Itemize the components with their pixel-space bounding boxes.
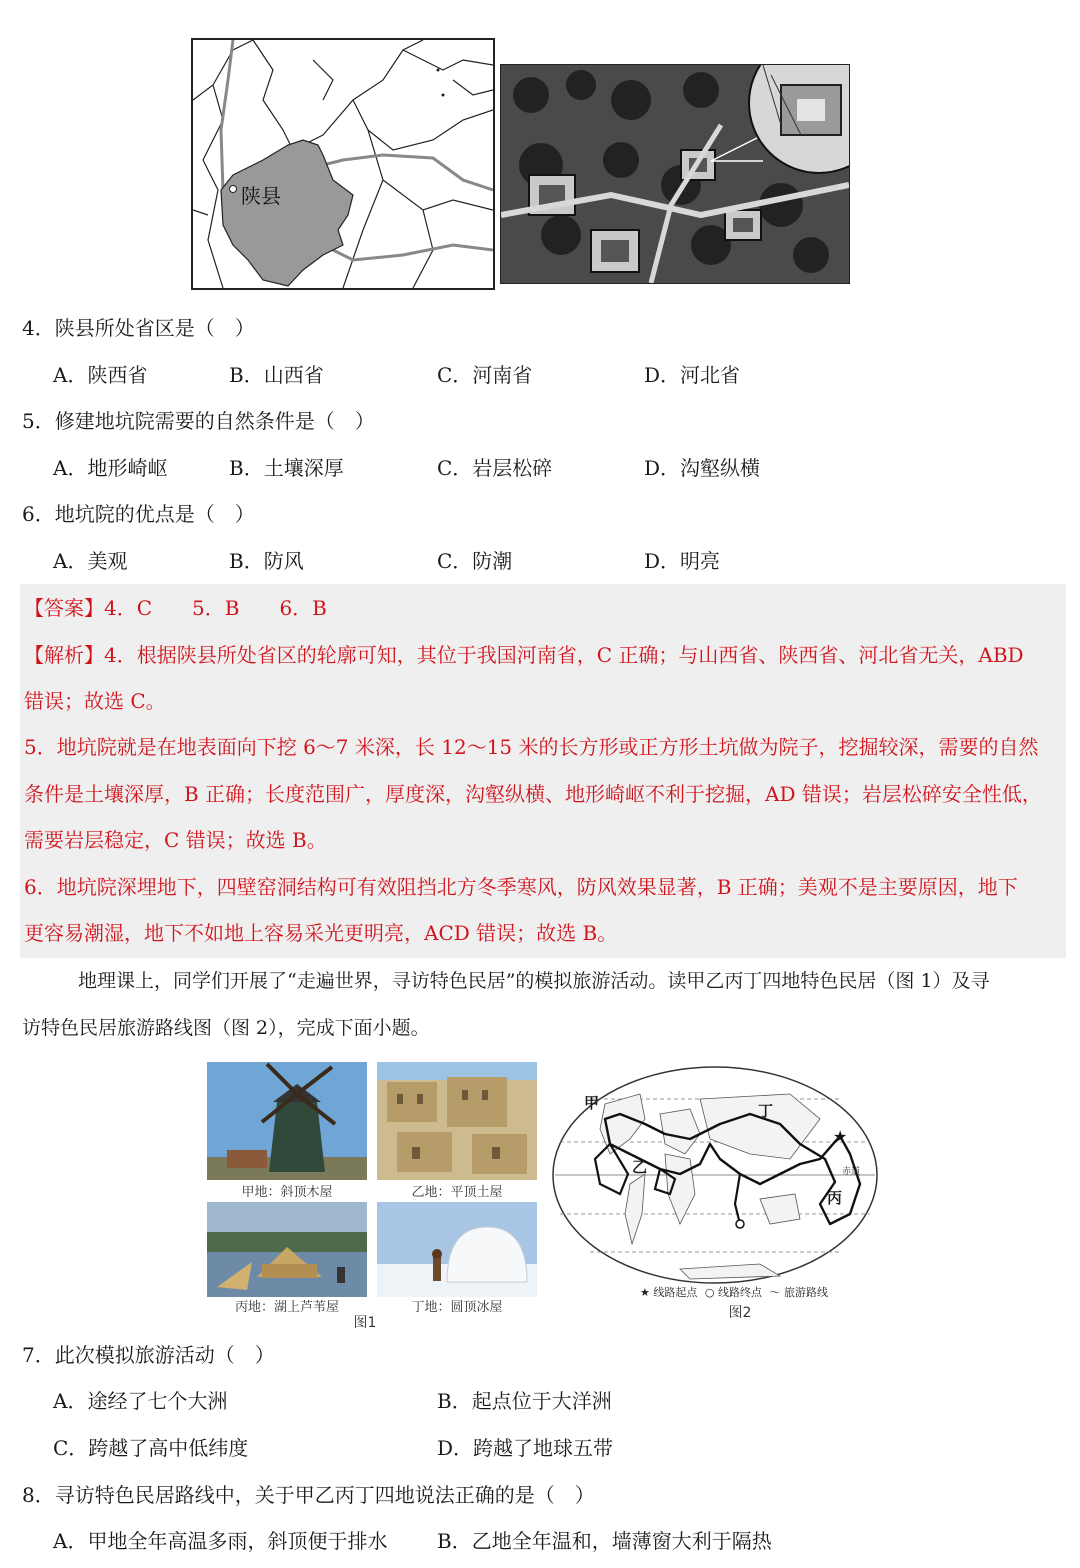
q8-option-a: A．甲地全年高温多雨，斜顶便于排水 [53,1529,388,1553]
q4-option-a: A．陕西省 [53,363,148,387]
caption-ding: 丁地：圆顶冰屋 [411,1300,503,1315]
photo-yi [377,1062,537,1180]
intro-line-2: 访特色民居旅游路线图（图 2），完成下面小题。 [22,1017,430,1039]
province-map-graphic [193,40,493,288]
label-bing: 丙 [827,1189,843,1207]
q7-option-c: C．跨越了高中低纬度 [53,1436,249,1460]
q4-option-b: B．山西省 [229,363,324,387]
legend-end: 线路终点 [717,1286,762,1299]
question-7-stem: 7．此次模拟旅游活动（ ） [22,1343,275,1367]
caption-yi: 乙地：平顶土屋 [411,1185,503,1200]
label-ding: 丁 [758,1102,774,1120]
figure-1-title: 图1 [353,1315,377,1331]
q7-option-a: A．途经了七个大洲 [53,1389,228,1413]
province-map [191,38,495,290]
shanxian-label: 陕县 [241,184,281,208]
question-8-stem: 8．寻访特色民居路线中，关于甲乙丙丁四地说法正确的是（ ） [22,1483,595,1507]
q5-option-a: A．地形崎岖 [53,456,168,480]
legend-route: 旅游路线 [783,1286,828,1299]
photo-bing [207,1202,367,1297]
caption-bing: 丙地：湖上芦苇屋 [234,1300,339,1315]
explanation-line-4: 条件是土壤深厚，B 正确；长度范围广，厚度深，沟壑纵横、地形崎岖不利于挖掘，AD 错误；岩层松碎安全性低， [24,782,1042,806]
label-jia: 甲 [584,1094,600,1112]
q6-option-c: C．防潮 [437,549,513,573]
explanation-line-6: 6．地坑院深埋地下，四壁窑洞结构可有效阻挡北方冬季寒风，防风效果显著，B 正确；美观不是主要原因，地下 [24,875,1018,899]
photo-jia [207,1062,367,1180]
end-circle-icon: ○ [704,1286,715,1299]
q4-option-d: D．河北省 [644,363,741,387]
figure-1 [205,1060,540,1332]
explanation-line-1: 【解析】4．根据陕县所处省区的轮廓可知，其位于我国河南省，C 正确；与山西省、陕西省、河北省无关，ABD [24,643,1024,667]
q8-option-b: B．乙地全年温和，墙薄窗大利于隔热 [437,1529,772,1553]
explanation-line-2: 错误；故选 C。 [24,689,166,713]
explanation-line-5: 需要岩层稳定，C 错误；故选 B。 [24,828,327,852]
map-legend [640,1284,828,1300]
legend-start: 线路起点 [653,1286,698,1299]
figure-2 [550,1064,880,1322]
q7-option-b: B．起点位于大洋洲 [437,1389,612,1413]
question-6-stem: 6．地坑院的优点是（ ） [22,502,255,526]
photo-ding [377,1202,537,1297]
q5-option-d: D．沟壑纵横 [644,456,761,480]
world-route-map [550,1064,880,1286]
question-4-stem: 4．陕县所处省区是（ ） [22,316,255,340]
q4-option-c: C．河南省 [437,363,533,387]
label-yi: 乙 [632,1158,648,1176]
q6-option-d: D．明亮 [644,549,721,573]
start-star-icon: ★ [640,1286,650,1299]
route-line-icon: 〜 [769,1286,781,1299]
explanation-line-7: 更容易潮湿，地下不如地上容易采光更明亮，ACD 错误；故选 B。 [24,921,618,945]
explanation-line-3: 5．地坑院就是在地表面向下挖 6～7 米深，长 12～15 米的长方形或正方形土坑做为院子，挖掘较深，需要的自然 [24,735,1039,759]
aerial-photo-graphic [501,65,849,283]
figure-2-title: 图2 [728,1305,752,1321]
q6-option-b: B．防风 [229,549,304,573]
aerial-photo [500,64,850,284]
answer-line: 【答案】4．C 5．B 6．B [24,596,327,620]
q5-option-b: B．土壤深厚 [229,456,344,480]
intro-line-1: 地理课上，同学们开展了“走遍世界，寻访特色民居”的模拟旅游活动。读甲乙丙丁四地特色民居（图 1）及寻 [78,970,990,992]
question-5-stem: 5．修建地坑院需要的自然条件是（ ） [22,409,375,433]
svg-text:★: ★ [833,1127,848,1146]
q5-option-c: C．岩层松碎 [437,456,553,480]
q7-option-d: D．跨越了地球五带 [437,1436,614,1460]
answer-explanation-box [20,584,1066,958]
caption-jia: 甲地：斜顶木屋 [241,1185,333,1200]
label-equator: 赤道 [842,1167,861,1177]
q6-option-a: A．美观 [53,549,128,573]
